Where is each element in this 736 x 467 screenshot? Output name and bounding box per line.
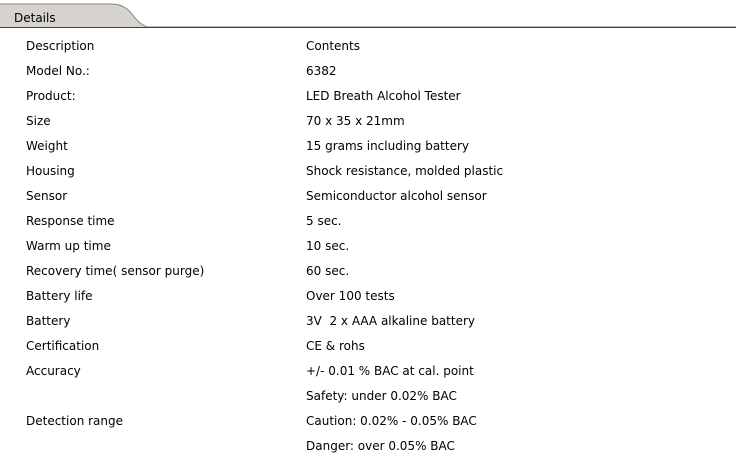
row-value: +/- 0.01 % BAC at cal. point bbox=[306, 364, 474, 378]
row-label: Response time bbox=[26, 214, 115, 228]
row-label: Size bbox=[26, 114, 51, 128]
table-row bbox=[0, 308, 736, 333]
row-value: 5 sec. bbox=[306, 214, 342, 228]
table-row bbox=[0, 258, 736, 283]
row-label: Battery bbox=[26, 314, 71, 328]
row-value: Over 100 tests bbox=[306, 289, 395, 303]
row-label: Recovery time( sensor purge) bbox=[26, 264, 205, 278]
row-value: LED Breath Alcohol Tester bbox=[306, 89, 461, 103]
row-value: 6382 bbox=[306, 64, 337, 78]
row-label: Battery life bbox=[26, 289, 93, 303]
row-label: Accuracy bbox=[26, 364, 81, 378]
table-row bbox=[0, 208, 736, 233]
table-row bbox=[0, 408, 736, 433]
table-row bbox=[0, 333, 736, 358]
row-label: Description bbox=[26, 39, 95, 53]
row-label: Detection range bbox=[26, 414, 124, 428]
row-value: 10 sec. bbox=[306, 239, 350, 253]
row-label: Housing bbox=[26, 164, 75, 178]
row-value: 3V 2 x AAA alkaline battery bbox=[306, 314, 475, 328]
table-row bbox=[0, 433, 736, 458]
row-value: 60 sec. bbox=[306, 264, 350, 278]
row-label: Model No.: bbox=[26, 64, 90, 78]
row-label: Product: bbox=[26, 89, 76, 103]
row-value: 70 x 35 x 21mm bbox=[306, 114, 405, 128]
row-value: 15 grams including battery bbox=[306, 139, 470, 153]
row-label: Warm up time bbox=[26, 239, 111, 253]
row-value: Safety: under 0.02% BAC bbox=[306, 389, 457, 403]
row-value: Caution: 0.02% - 0.05% BAC bbox=[306, 414, 477, 428]
table-row bbox=[0, 133, 736, 158]
table-row bbox=[0, 58, 736, 83]
row-label: Sensor bbox=[26, 189, 68, 203]
details-table bbox=[0, 33, 736, 458]
row-value: Danger: over 0.05% BAC bbox=[306, 439, 455, 453]
table-row bbox=[0, 83, 736, 108]
row-label: Weight bbox=[26, 139, 68, 153]
details-tab-strip bbox=[0, 0, 736, 28]
row-value: Shock resistance, molded plastic bbox=[306, 164, 504, 178]
row-value: CE & rohs bbox=[306, 339, 365, 353]
tab-shape bbox=[0, 0, 736, 28]
table-row bbox=[0, 108, 736, 133]
table-row bbox=[0, 183, 736, 208]
row-value: Contents bbox=[306, 39, 360, 53]
table-row bbox=[0, 158, 736, 183]
tab-details[interactable]: Details bbox=[14, 11, 56, 25]
row-label: Certification bbox=[26, 339, 100, 353]
row-value: Semiconductor alcohol sensor bbox=[306, 189, 487, 203]
table-row bbox=[0, 283, 736, 308]
table-row bbox=[0, 233, 736, 258]
table-row bbox=[0, 358, 736, 383]
table-row bbox=[0, 383, 736, 408]
table-row bbox=[0, 33, 736, 58]
